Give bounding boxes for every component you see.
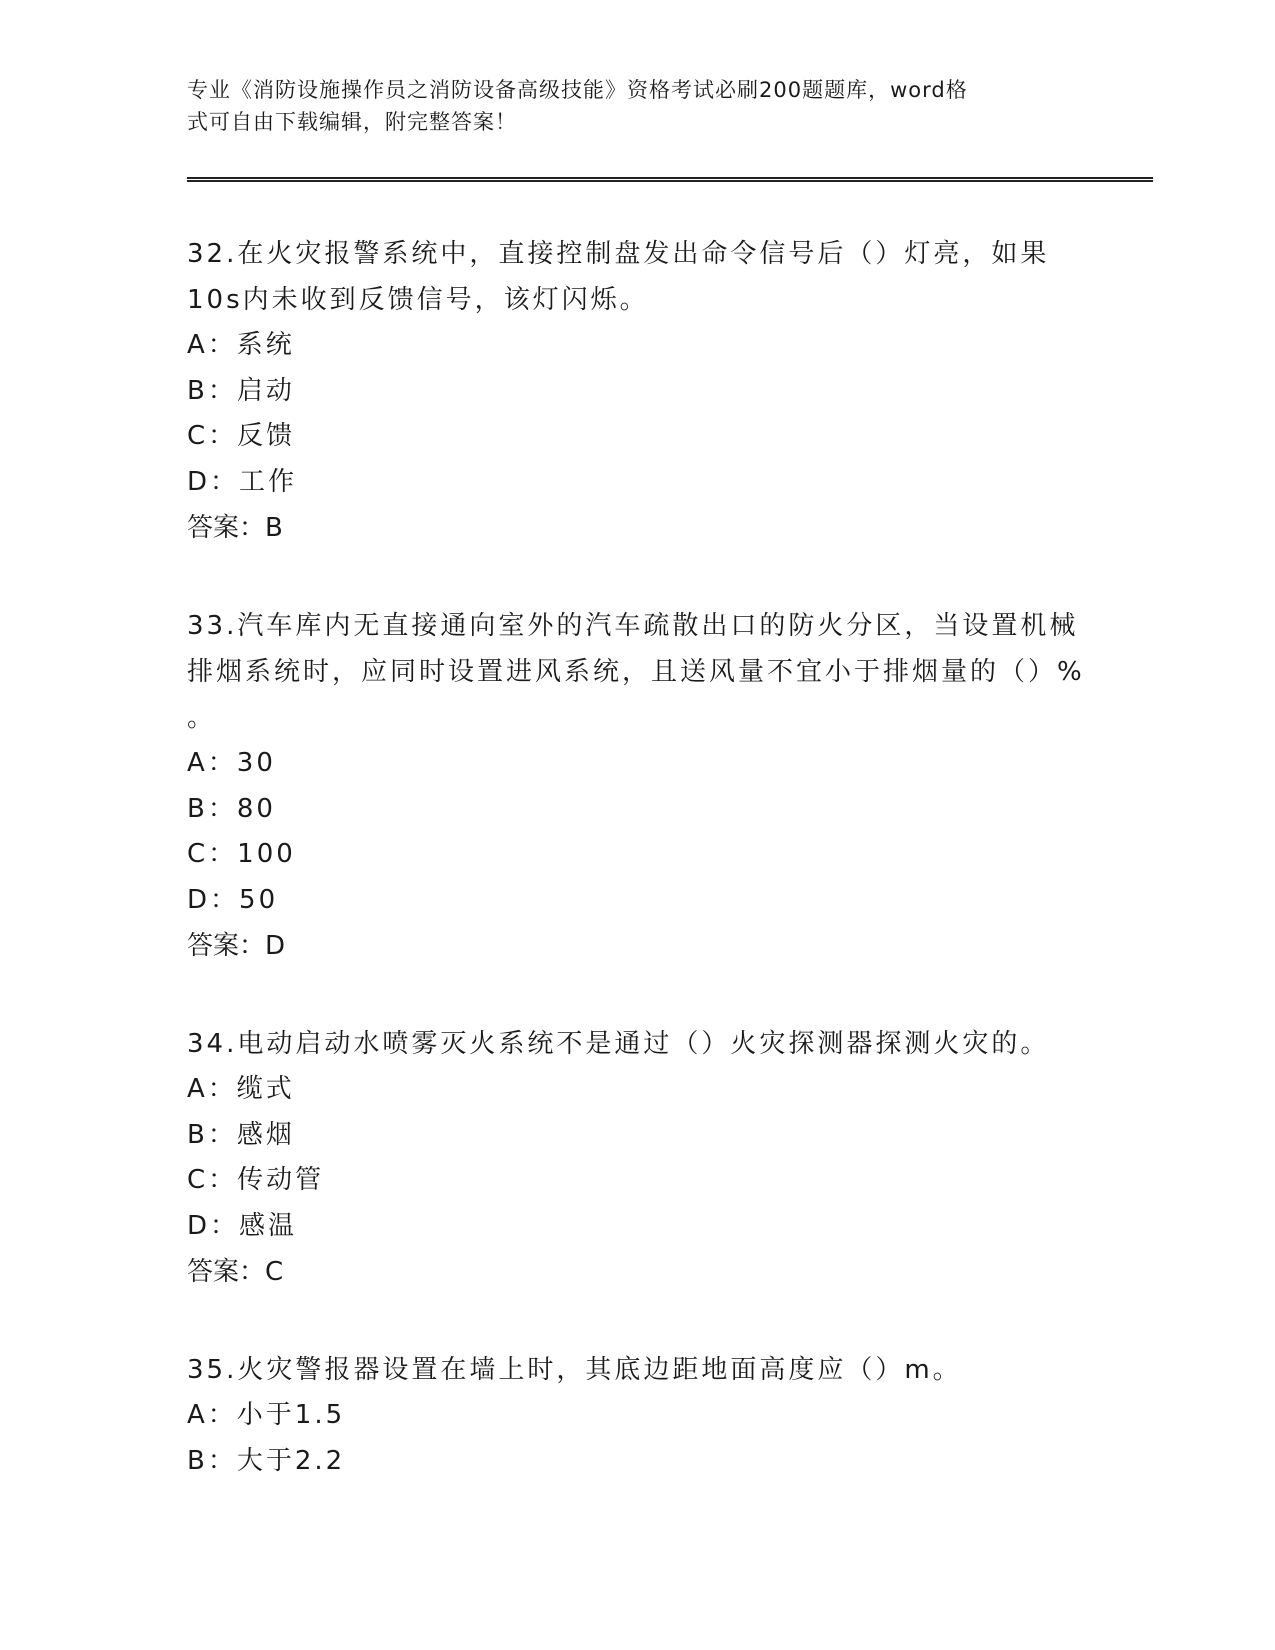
question-list [187,231,1087,1536]
question-32 [187,231,1087,551]
option-d: D：感温 [187,1210,298,1241]
question-stem-line: 10s内未收到反馈信号，该灯闪烁。 [187,285,649,315]
option-c: C：反馈 [187,421,296,451]
question-stem-line: 34.电动启动水喷雾灭火系统不是通过（）火灾探测器探测火灾的。 [187,1029,1050,1059]
option-b: B：感烟 [187,1119,295,1150]
header-line-2: 式可自由下载编辑，附完整答案！ [187,110,517,134]
option-a: A：缆式 [187,1074,295,1104]
option-c: C：100 [187,839,296,869]
answer-label: 答案：C [187,1257,284,1287]
question-stem-line: 排烟系统时，应同时设置进风系统，且送风量不宜小于排烟量的（）% [187,657,1085,687]
option-a: A：小于1.5 [187,1400,346,1430]
document-header [187,74,1067,138]
answer-label: 答案：B [187,513,283,543]
option-a: A：系统 [187,330,295,360]
option-b: B：启动 [187,375,295,406]
option-c: C：传动管 [187,1165,325,1195]
question-34 [187,1021,1087,1295]
option-d: D：工作 [187,466,298,497]
option-b: B：80 [187,793,276,824]
question-stem-line: 32.在火灾报警系统中，直接控制盘发出命令信号后（）灯亮，如果 [187,239,1050,269]
header-divider [187,177,1153,182]
option-b: B：大于2.2 [187,1445,346,1476]
question-35 [187,1347,1087,1484]
option-a: A：30 [187,748,276,778]
question-stem-line: 35.火灾警报器设置在墙上时，其底边距地面高度应（）m。 [187,1355,962,1385]
question-stem-line: 。 [187,703,217,733]
header-line-1: 专业《消防设施操作员之消防设备高级技能》资格考试必刷200题题库，word格 [187,78,968,102]
option-d: D：50 [187,884,279,915]
question-33 [187,603,1087,969]
answer-label: 答案：D [187,931,286,961]
question-stem-line: 33.汽车库内无直接通向室外的汽车疏散出口的防火分区，当设置机械 [187,611,1079,641]
